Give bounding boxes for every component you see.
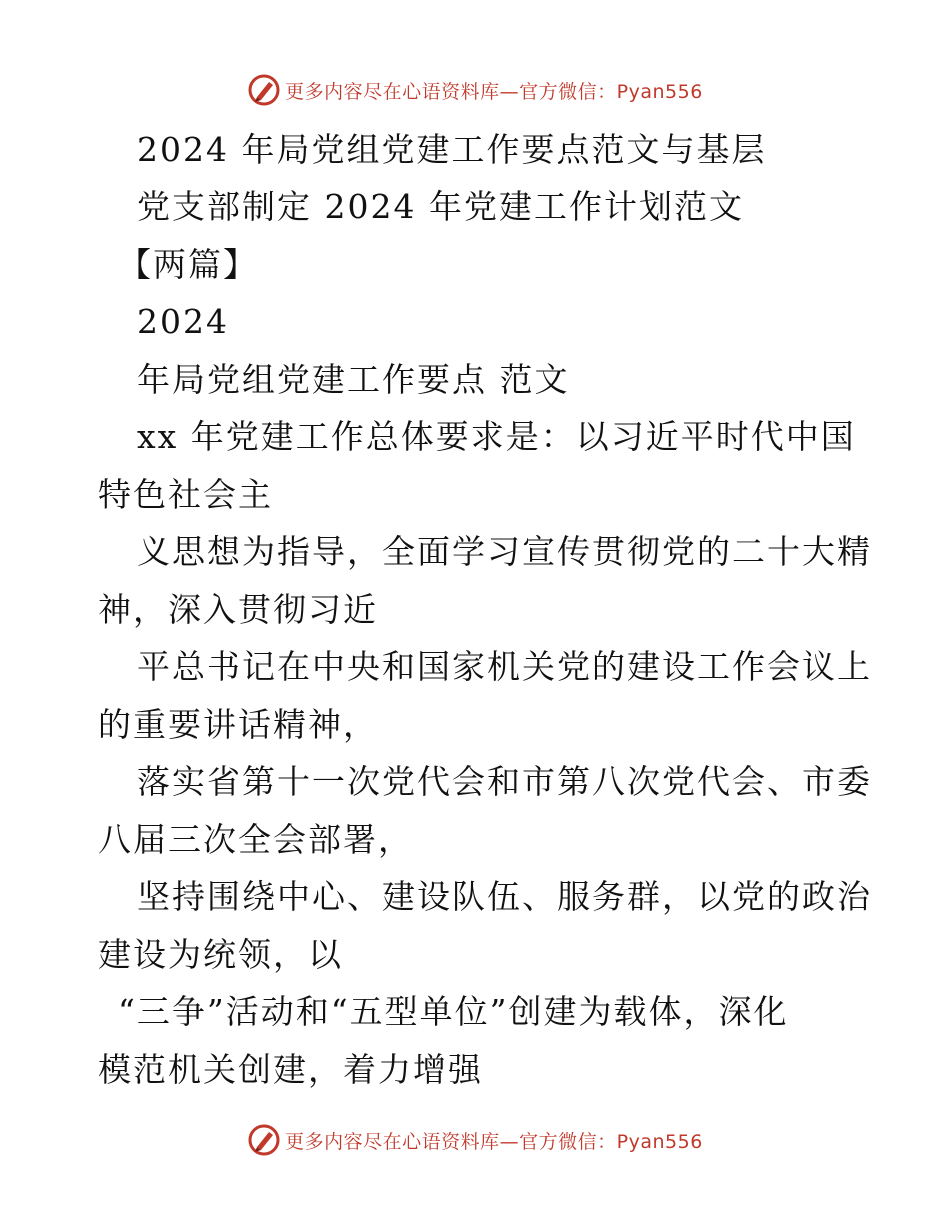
body-line-6: 的重要讲话精神， <box>98 705 378 744</box>
body-line-11: “三争”活动和“五型单位”创建为载体，深化 <box>118 992 789 1031</box>
body-line-8: 八届三次全会部署， <box>98 820 413 859</box>
body-line-1: xx 年党建工作总体要求是：以习近平时代中国 <box>137 417 856 456</box>
doc-title-line-2: 党支部制定 2024 年党建工作计划范文 <box>137 187 744 226</box>
doc-title-line-1: 2024 年局党组党建工作要点范文与基层 <box>137 130 767 169</box>
section-title-line-1: 2024 <box>137 302 229 341</box>
body-line-7: 落实省第十一次党代会和市第八次党代会、市委 <box>137 762 872 801</box>
body-line-3: 义思想为指导，全面学习宣传贯彻党的二十大精 <box>137 532 872 571</box>
pen-logo-icon <box>247 73 281 107</box>
body-line-10: 建设为统领，以 <box>98 935 343 974</box>
body-line-9: 坚持围绕中心、建设队伍、服务群，以党的政治 <box>137 877 872 916</box>
header-watermark-banner <box>0 70 950 110</box>
footer-watermark-text: 更多内容尽在心语资料库—官方微信：Pyan556 <box>285 1130 703 1153</box>
footer-watermark-banner <box>0 1120 950 1160</box>
body-line-5: 平总书记在中央和国家机关党的建设工作会议上 <box>137 647 872 686</box>
header-watermark-text: 更多内容尽在心语资料库—官方微信：Pyan556 <box>285 80 703 103</box>
body-line-4: 神，深入贯彻习近 <box>98 590 378 629</box>
section-title-line-2: 年局党组党建工作要点 范文 <box>137 360 570 399</box>
body-line-2: 特色社会主 <box>98 475 273 514</box>
body-line-12: 模范机关创建，着力增强 <box>98 1050 483 1089</box>
pen-logo-icon <box>247 1123 281 1157</box>
doc-title-line-3: 【两篇】 <box>118 245 258 284</box>
